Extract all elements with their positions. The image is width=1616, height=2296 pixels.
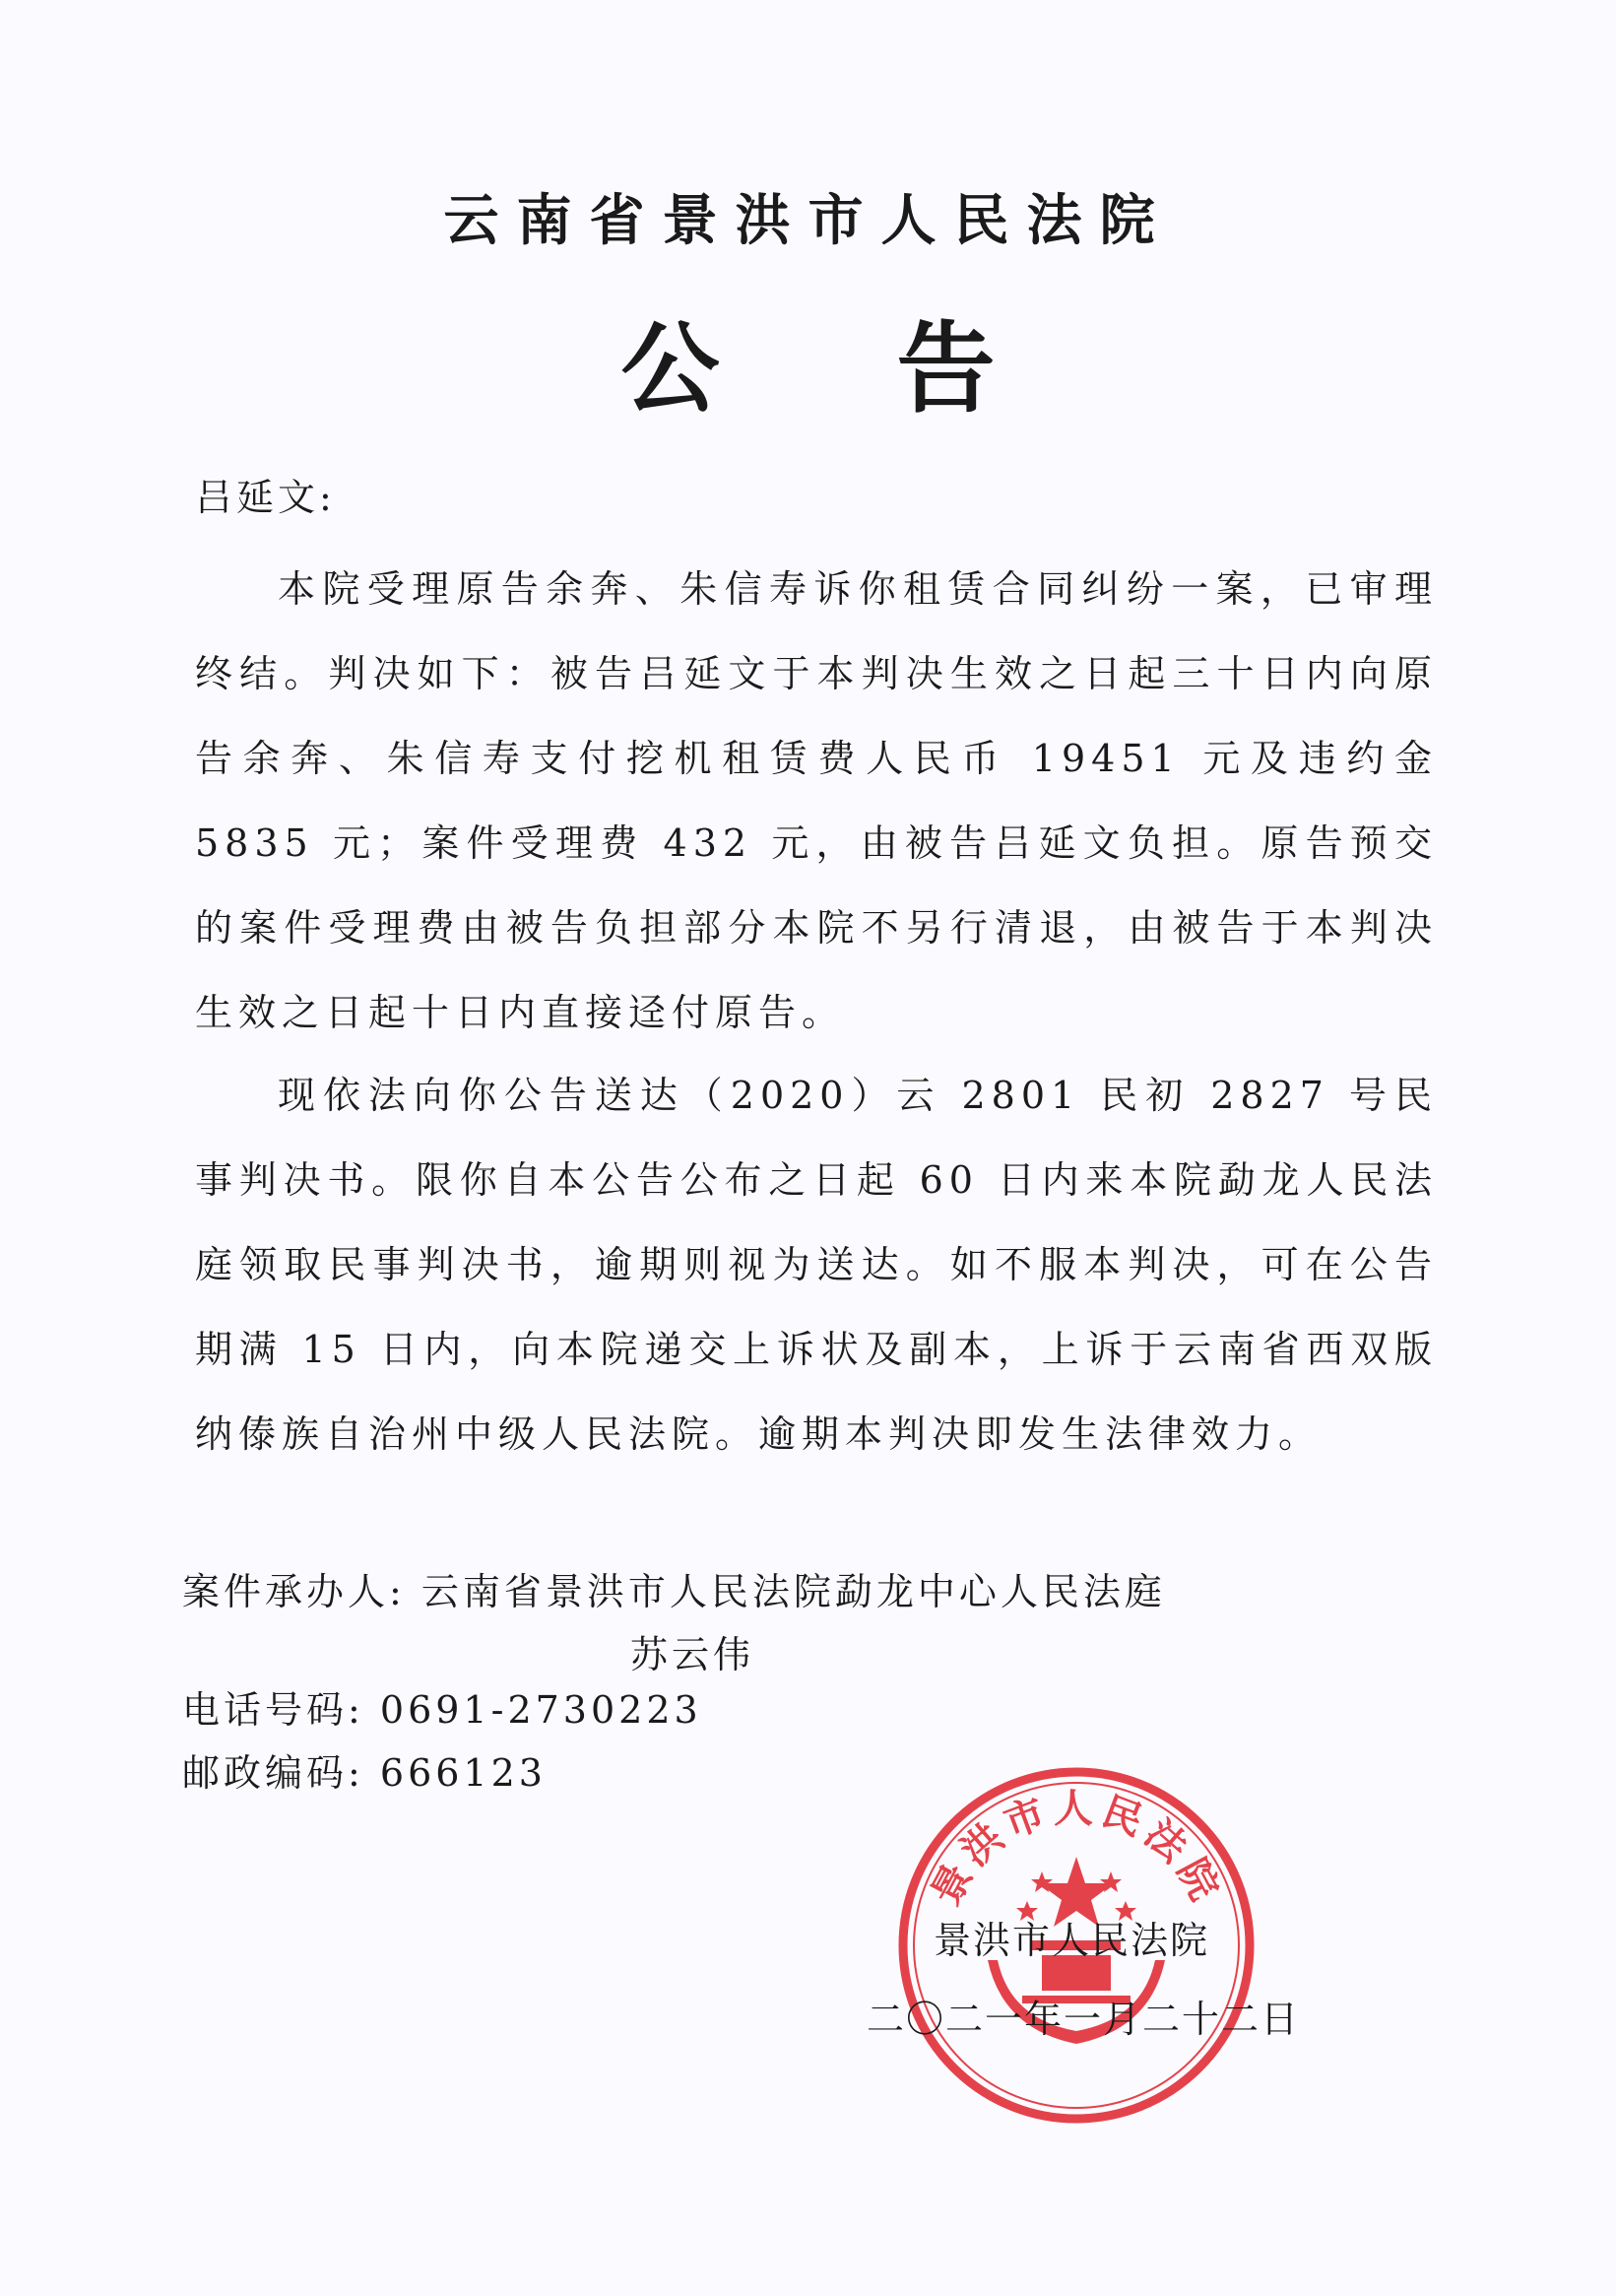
signature-court: 景洪市人民法院 (934, 1919, 1210, 1962)
addressee: 吕延文: (195, 476, 336, 519)
phone-line (182, 1680, 702, 1739)
postal-line (182, 1743, 547, 1803)
phone-label: 电话号码: (182, 1688, 364, 1732)
handler-name: 苏云伟 (630, 1633, 755, 1676)
handler-label: 案件承办人: (182, 1570, 406, 1613)
postal-label: 邮政编码: (182, 1751, 364, 1795)
signature-date: 二〇二一年一月二十二日 (867, 1998, 1301, 2041)
phone-number: 0691-2730223 (379, 1688, 702, 1732)
handler-org: 云南省景洪市人民法院勐龙中心人民法庭 (420, 1570, 1166, 1613)
seal-text: 景洪市人民法院 (922, 1785, 1231, 1913)
notice-title: 公告 (620, 311, 1173, 426)
postal-code: 666123 (379, 1751, 547, 1795)
case-handler-line (182, 1562, 1166, 1621)
service-paragraph: 现依法向你公告送达（2020）云 2801 民初 2827 号民事判决书。限你自本公告公布之日起 60 日内来本院勐龙人民法庭领取民事判决书，逾期则视为送达。如不服本判决，可在公告期满 15 日内，向本院递交上诉状及副本，上诉于云南省西双版纳傣族自治州中级人民法院。逾期本判决即发生法律效力。 (195, 1074, 1438, 1456)
judgment-paragraph: 本院受理原告余奔、朱信寿诉你租赁合同纠纷一案，已审理终结。判决如下：被告吕延文于本判决生效之日起三十日内向原告余奔、朱信寿支付挖机租赁费人民币 19451 元及违约金 5835 元；案件受理费 432 元，由被告吕延文负担。原告预交的案件受理费由被告负担部分本院不另行清退，由被告于本判决生效之日起十日内直接迳付原告。 (195, 567, 1438, 1034)
court-name-heading: 云南省景洪市人民法院 (443, 189, 1173, 253)
